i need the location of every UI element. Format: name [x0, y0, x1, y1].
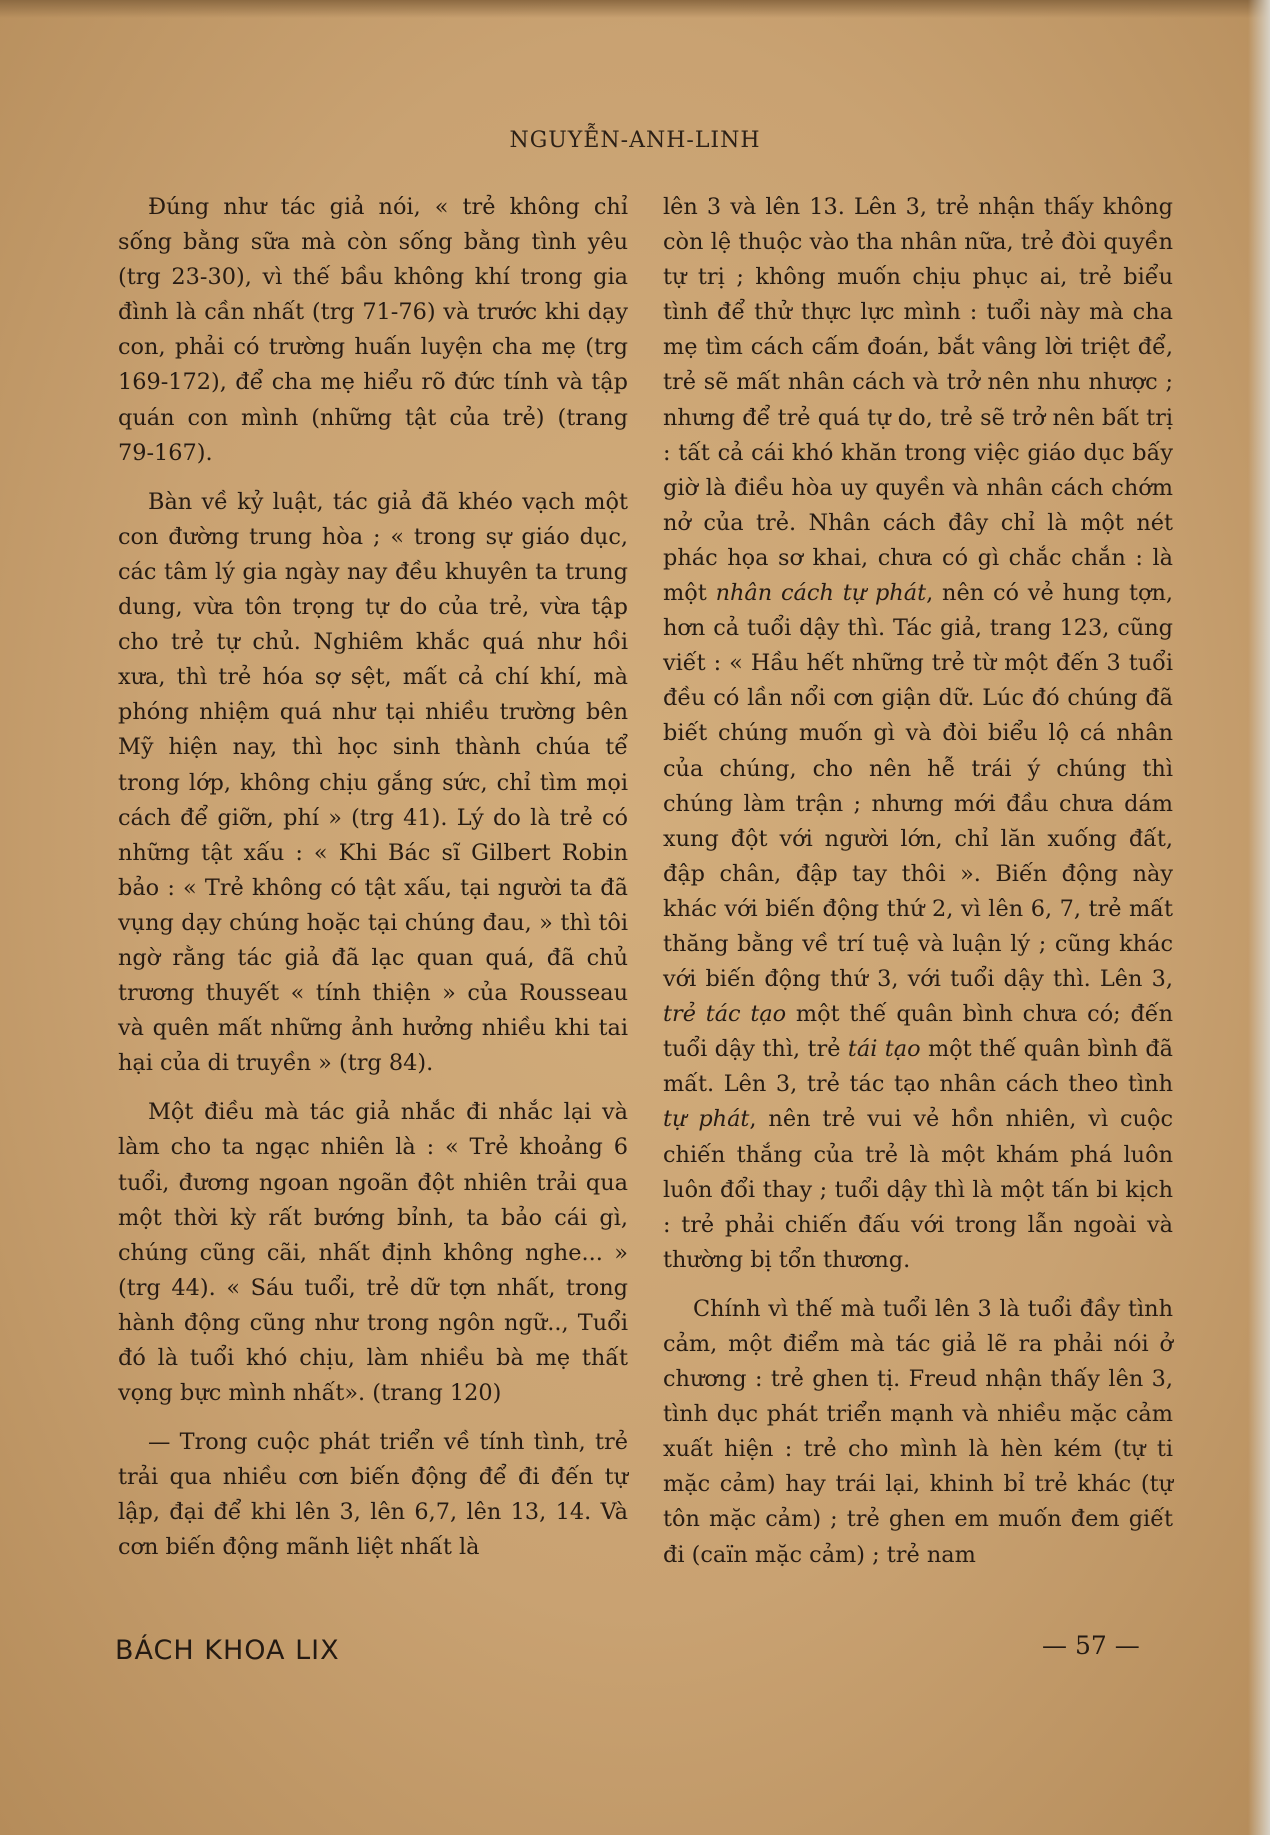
- paragraph: [663, 190, 1173, 1278]
- paragraph: Đúng như tác giả nói, « trẻ không chỉ sống bằng sữa mà còn sống bằng tình yêu (trg 23-30), vì thế bầu không khí trong gia đình là cần nhất (trg 71-76) và trước khi dạy con, phải có trường huấn luyện cha mẹ (trg 169-172), để cha mẹ hiểu rõ đức tính và tập quán con mình (những tật của trẻ) (trang 79-167).: [118, 194, 628, 466]
- text-run: lên 3 và lên 13. Lên 3, trẻ nhận thấy không còn lệ thuộc vào tha nhân nữa, trẻ đòi quyền tự trị ; không muốn chịu phục ai, trẻ biểu tình để thử thực lực mình : tuổi này mà cha mẹ tìm cách cấm đoán, bắt vâng lời triệt để, trẻ sẽ mất nhân cách và trở nên nhu nhược ; nhưng để trẻ quá tự do, trẻ sẽ trở nên bất trị : tất cả cái khó khăn trong việc giáo dục bấy giờ là điều hòa uy quyền và nhân cách chớm nở của trẻ. Nhân cách đây chỉ là một nét phác họa sơ khai, chưa có gì chắc chắn : là một: [663, 194, 1173, 607]
- running-head: NGUYỄN-ANH-LINH: [509, 128, 761, 153]
- text-run: một thế quân bình chưa có; đến tuổi dậy thì, trẻ: [663, 1001, 1173, 1063]
- text-run: một thế quân bình đã mất. Lên 3, trẻ tác tạo nhân cách theo tình: [663, 1036, 1173, 1098]
- paragraph: Chính vì thế mà tuổi lên 3 là tuổi đầy tình cảm, một điểm mà tác giả lẽ ra phải nói ở chương : trẻ ghen tị. Freud nhận thấy lên 3, tình dục phát triển mạnh và nhiều mặc cảm xuất hiện : trẻ cho mình là hèn kém (tự ti mặc cảm) hay trái lại, khinh bỉ trẻ khác (tự tôn mặc cảm) ; trẻ ghen em muốn đem giết đi (caïn mặc cảm) ; trẻ nam: [663, 1295, 1173, 1568]
- journal-name: BÁCH KHOA LIX: [115, 1635, 340, 1666]
- paragraph: Bàn về kỷ luật, tác giả đã khéo vạch một con đường trung hòa ; « trong sự giáo dục, các tâm lý gia ngày nay đều khuyên ta trung dung, vừa tôn trọng tự do của trẻ, vừa tập cho trẻ tự chủ. Nghiêm khắc quá như hồi xưa, thì trẻ hóa sợ sệt, mất cả chí khí, mà phóng nhiệm quá như tại nhiều trường bên Mỹ hiện nay, thì học sinh thành chúa tể trong lớp, không chịu gắng sức, chỉ tìm mọi cách để giỡn, phí » (trg 41). Lý do là trẻ có những tật xấu : « Khi Bác sĩ Gilbert Robin bảo : « Trẻ không có tật xấu, tại người ta đã vụng dạy chúng hoặc tại chúng đau, » thì tôi ngờ rằng tác giả đã lạc quan quá, đã chủ trương thuyết « tính thiện » của Rousseau và quên mất những ảnh hưởng nhiều khi tai hại của di truyền » (trg 84).: [118, 488, 628, 1077]
- paragraph: — Trong cuộc phát triển về tính tình, trẻ trải qua nhiều cơn biến động để đi đến tự lập, đại để khi lên 3, lên 6,7, lên 13, 14. Và cơn biến động mãnh liệt nhất là: [118, 1429, 628, 1561]
- text-column-right: [663, 190, 1173, 1587]
- text-run: , nên trẻ vui vẻ hồn nhiên, vì cuộc chiến thắng của trẻ là một khám phá luôn luôn đổi thay ; tuổi dậy thì là một tấn bi kịch : trẻ phải chiến đấu với trong lẫn ngoài và thường bị tổn thương.: [663, 1106, 1173, 1273]
- page-number: — 57 —: [1042, 1631, 1140, 1660]
- emphasis: tái tạo: [847, 1036, 921, 1063]
- emphasis: nhân cách tự phát: [715, 580, 927, 607]
- text-run: , nên có vẻ hung tợn, hơn cả tuổi dậy thì. Tác giả, trang 123, cũng viết : « Hầu hết những trẻ từ một đến 3 tuổi đều có lần nổi cơn giận dữ. Lúc đó chúng đã biết chúng muốn gì và đòi biểu lộ cá nhân của chúng, cho nên hễ trái ý chúng thì chúng làm trận ; nhưng mới đầu chưa dám xung đột với người lớn, chỉ lăn xuống đất, đập chân, đập tay thôi ». Biến động này khác với biến động thứ 2, vì lên 6, 7, trẻ mất thăng bằng về trí tuệ và luận lý ; cũng khác với biến động thứ 3, với tuổi dậy thì. Lên 3,: [663, 580, 1174, 993]
- paragraph: Một điều mà tác giả nhắc đi nhắc lại và làm cho ta ngạc nhiên là : « Trẻ khoảng 6 tuổi, đương ngoan ngoãn đột nhiên trải qua một thời kỳ rất bướng bỉnh, ta bảo cái gì, chúng cũng cãi, nhất định không nghe... » (trg 44). « Sáu tuổi, trẻ dữ tợn nhất, trong hành động cũng như trong ngôn ngữ.., Tuổi đó là tuổi khó chịu, làm nhiều bà mẹ thất vọng bực mình nhất». (trang 120): [118, 1099, 628, 1407]
- emphasis: trẻ tác tạo: [663, 1001, 787, 1028]
- text-column-left: [118, 190, 628, 1580]
- emphasis: tự phát: [663, 1106, 750, 1133]
